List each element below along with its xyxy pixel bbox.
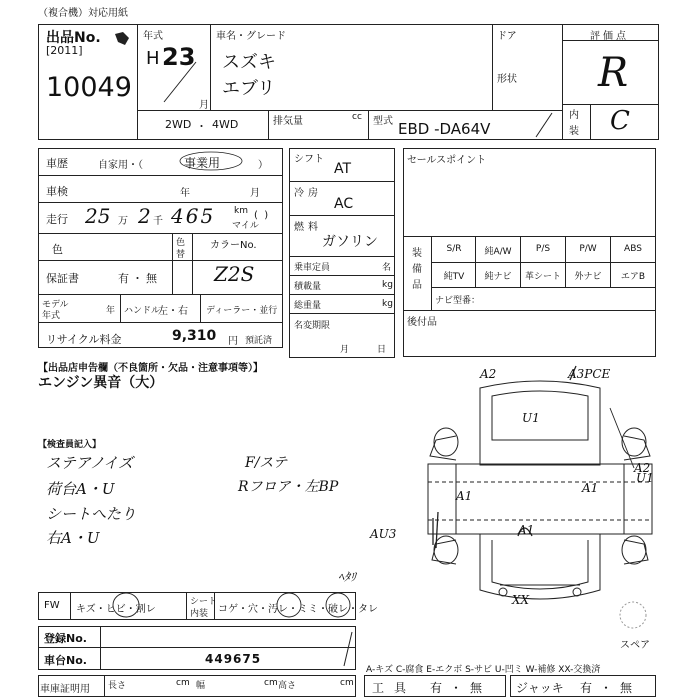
mileage-hand-1: 25 (85, 204, 111, 228)
aftermarket-label: 後付品 (407, 317, 437, 328)
equip-tv: 純TV (443, 272, 465, 282)
fuel-value: ガソリン (322, 234, 378, 250)
inspection-year-unit: 年 (180, 188, 190, 199)
ac-value: AC (334, 196, 354, 212)
fw-items: キズ・ヒビ・割レ (76, 604, 156, 615)
mark-au3: AU3 (370, 527, 397, 541)
history-options: 自家用・（ (98, 160, 143, 171)
equip-leather: 革シート (524, 272, 561, 282)
model-year-label-2: 年式 (42, 311, 61, 321)
equip-pw: P/W (579, 244, 597, 254)
type-label: 型式 (373, 116, 393, 127)
inspector-label: 【検査員記入】 (38, 440, 102, 450)
recycle-label: リサイクル料金 (46, 333, 122, 346)
mark-a2-right: A2 (634, 461, 651, 475)
stamp-mark-icon (113, 30, 131, 48)
lot-label: 出品No. (46, 30, 101, 46)
score-label: 評価点 (590, 31, 629, 42)
lot-number: 10049 (46, 72, 132, 103)
dim-cm-1: cm (176, 678, 190, 688)
equip-sr: S/R (446, 244, 462, 254)
dim-long: 長さ (108, 681, 127, 691)
chassis-value: 449675 (205, 652, 262, 666)
tools-options: 有・無 (430, 681, 491, 695)
fw-seat-label-1: シート (190, 597, 218, 607)
mark-u1-right: U1 (636, 471, 654, 485)
warranty-options: 有・無 (118, 272, 160, 285)
tools-label: 工具 (372, 681, 417, 695)
notes-declaration: エンジン異音（大） (38, 375, 164, 391)
form-caption: （複合機）対応用紙 (38, 8, 128, 19)
registration-label: 登録No. (44, 632, 87, 645)
history-label: 車歴 (46, 157, 68, 170)
equip-ext-navi: 外ナビ (574, 272, 602, 282)
year-month-unit: 月 (199, 100, 209, 111)
dimensions-label: 車庫証明用 (40, 684, 90, 695)
cc-unit: cc (352, 112, 362, 122)
type-value: EBD -DA64V (398, 120, 491, 138)
equip-abs: ABS (624, 244, 642, 254)
notes-header: 【出品店申告欄（不良箇所・欠品・注意事項等）】 (38, 363, 263, 374)
load-label: 積載量 (294, 282, 322, 292)
displacement-label: 排気量 (273, 116, 303, 127)
recycle-unit: 円 (228, 336, 238, 347)
car-maker: スズキ (222, 52, 276, 73)
business-circle (178, 150, 244, 172)
hand-note-3: シートへたり (46, 505, 137, 523)
navi-model-label: ナビ型番： (435, 296, 481, 306)
load-unit: kg (382, 280, 393, 290)
auction-sheet: （複合機）対応用紙 出品No. [2011] 10049 年式 H 23 月 車名・グレード スズキ エブリ ドア 形状 評価点 R 内 装 C 2WD ・ 4WD 排気量 cc 型式 EBD -DA64V 車歴 自家用・（ 事業用 ） 車検 年 月 走行 25 万 2 千 465 km マイル ( ) 色 色 替 カラーNo. Z2S 保証書 有・無 モデル 年式 年 ハンドル 左・右 ディーラー・並行 リサイクル料金 9,310 円 預託済 シフト AT 冷房 AC 燃料 ガソリン 乗車定員 名 積載量 kg 総重量 kg 名変期限 月日 セールスポイント 装備品 S/R 純A/W P/S P/W ABS 純TV 純ナビ 革シート 外ナビ エアB ナビ型番： 後付品 【出品店申告欄（不良箇所・欠品・注意事項等）】 エンジン異音（大） 【検査員記入】 ステアノイズ 荷台A・U シートへたり 右A・U F/ステ Rフロア・左BP A2 A3PCE U1 U1 A2 A1 A1 AU3 A1 XX FW キズ・ヒビ・割レ シート 内装 コゲ・穴・汚レ・ミミ・破レ・タレ ﾍﾀﾘ スペア 登録No. 車台No. 449675 A-キズ C-腐食 E-エクボ S-サビ U-凹ミ W-補修 XX-交換済 車庫証明用 長さ cm 幅 cm 高さ cm 工具 有・無 ジャッキ 有・無 (0, 0, 700, 700)
warranty-label: 保証書 (46, 272, 79, 285)
car-model: エブリ (222, 78, 276, 99)
mile-unit: マイル (232, 221, 259, 231)
weight-label: 総重量 (294, 301, 322, 311)
mark-a1-right: A1 (582, 481, 599, 495)
history-business: 事業用 (184, 156, 221, 170)
handle-options: 左・右 (158, 306, 188, 317)
fw-seat-label-2: 内装 (190, 609, 209, 619)
model-year-unit: 年 (106, 306, 116, 316)
chassis-label: 車台No. (44, 654, 87, 667)
mileage-hand-3: 465 (171, 204, 216, 228)
dim-width: 幅 (196, 681, 206, 691)
ac-label: 冷房 (294, 188, 322, 199)
mark-a3pce: A3PCE (568, 367, 611, 381)
inspection-label: 車検 (46, 185, 68, 198)
sales-points-label: セールスポイント (407, 155, 487, 166)
spare-circle (618, 600, 648, 630)
mark-u1-roof: U1 (522, 411, 540, 425)
jack-options: 有・無 (580, 681, 641, 695)
equip-aw: 純A/W (484, 247, 512, 257)
door-label: ドア (497, 31, 517, 42)
spare-label: スペア (620, 640, 650, 651)
mark-a1-bottom: A1 (518, 523, 535, 537)
capacity-unit: 名 (382, 263, 392, 273)
change-label: 名変期限 (294, 321, 331, 331)
equip-airbag: エアB (620, 272, 646, 282)
car-diagram (370, 360, 680, 620)
year-label: 年式 (143, 31, 163, 42)
hand-note-right-1: F/ステ (245, 455, 288, 471)
hand-note-2: 荷台A・U (46, 480, 115, 498)
equip-ps: P/S (535, 244, 551, 254)
shape-label: 形状 (497, 74, 517, 85)
fw-label: FW (44, 600, 60, 611)
interior-label-1: 内 (569, 110, 579, 121)
year-era: H (146, 48, 160, 69)
fuel-label: 燃料 (294, 222, 322, 233)
dealer-label: ディーラー・並行 (206, 306, 278, 316)
hand-note-right-2: Rフロア・左BP (238, 479, 339, 495)
color-code-label: カラーNo. (210, 240, 257, 251)
interior-label-2: 装 (569, 126, 579, 137)
weight-unit: kg (382, 299, 393, 309)
dim-cm-2: cm (264, 678, 278, 688)
drive-dot: ・ (196, 120, 207, 133)
color-label: 色 (52, 243, 63, 256)
color-code-value: Z2S (214, 262, 255, 286)
color-no-label-2: 替 (176, 250, 186, 260)
year-value: 23 (162, 43, 196, 71)
color-no-label-1: 色 (176, 238, 186, 248)
mileage-label: 走行 (46, 213, 68, 226)
drive-4wd: 4WD (212, 118, 239, 131)
handle-label: ハンドル (124, 306, 161, 316)
shift-value: AT (334, 161, 352, 177)
mileage-hand-2: 2 (138, 204, 151, 228)
change-unit: 月日 (340, 345, 415, 355)
mileage-sen: 千 (153, 216, 163, 227)
mark-a2-top: A2 (480, 367, 497, 381)
inspection-month-unit: 月 (250, 188, 260, 199)
km-unit: km (234, 206, 248, 216)
shift-label: シフト (294, 154, 324, 165)
interior-value: C (610, 106, 630, 136)
capacity-label: 乗車定員 (294, 263, 331, 273)
mark-a1-left: A1 (456, 489, 473, 503)
car-name-label: 車名・グレード (216, 31, 286, 42)
jack-label: ジャッキ (516, 681, 564, 695)
hand-note-4: 右A・U (46, 529, 100, 547)
dim-height: 高さ (278, 681, 297, 691)
damage-legend: A-キズ C-腐食 E-エクボ S-サビ U-凹ミ W-補修 XX-交換済 (366, 665, 601, 675)
mileage-man: 万 (118, 216, 128, 227)
drive-2wd: 2WD (165, 118, 192, 131)
mark-xx: XX (512, 593, 530, 607)
equip-navi: 純ナビ (484, 272, 512, 282)
model-year-label-1: モデル (42, 300, 69, 310)
recycle-value: 9,310 (172, 328, 217, 344)
recycle-note: 預託済 (245, 336, 273, 346)
fw-items-2: コゲ・穴・汚レ・ミミ・破レ・タレ (218, 604, 378, 615)
hand-note-1: ステアノイズ (46, 454, 134, 472)
dim-cm-3: cm (340, 678, 354, 688)
score-value: R (598, 50, 629, 96)
history-close: ） (258, 160, 268, 171)
lot-year-tag: [2011] (46, 44, 83, 57)
equipment-label: 装備品 (412, 248, 422, 291)
